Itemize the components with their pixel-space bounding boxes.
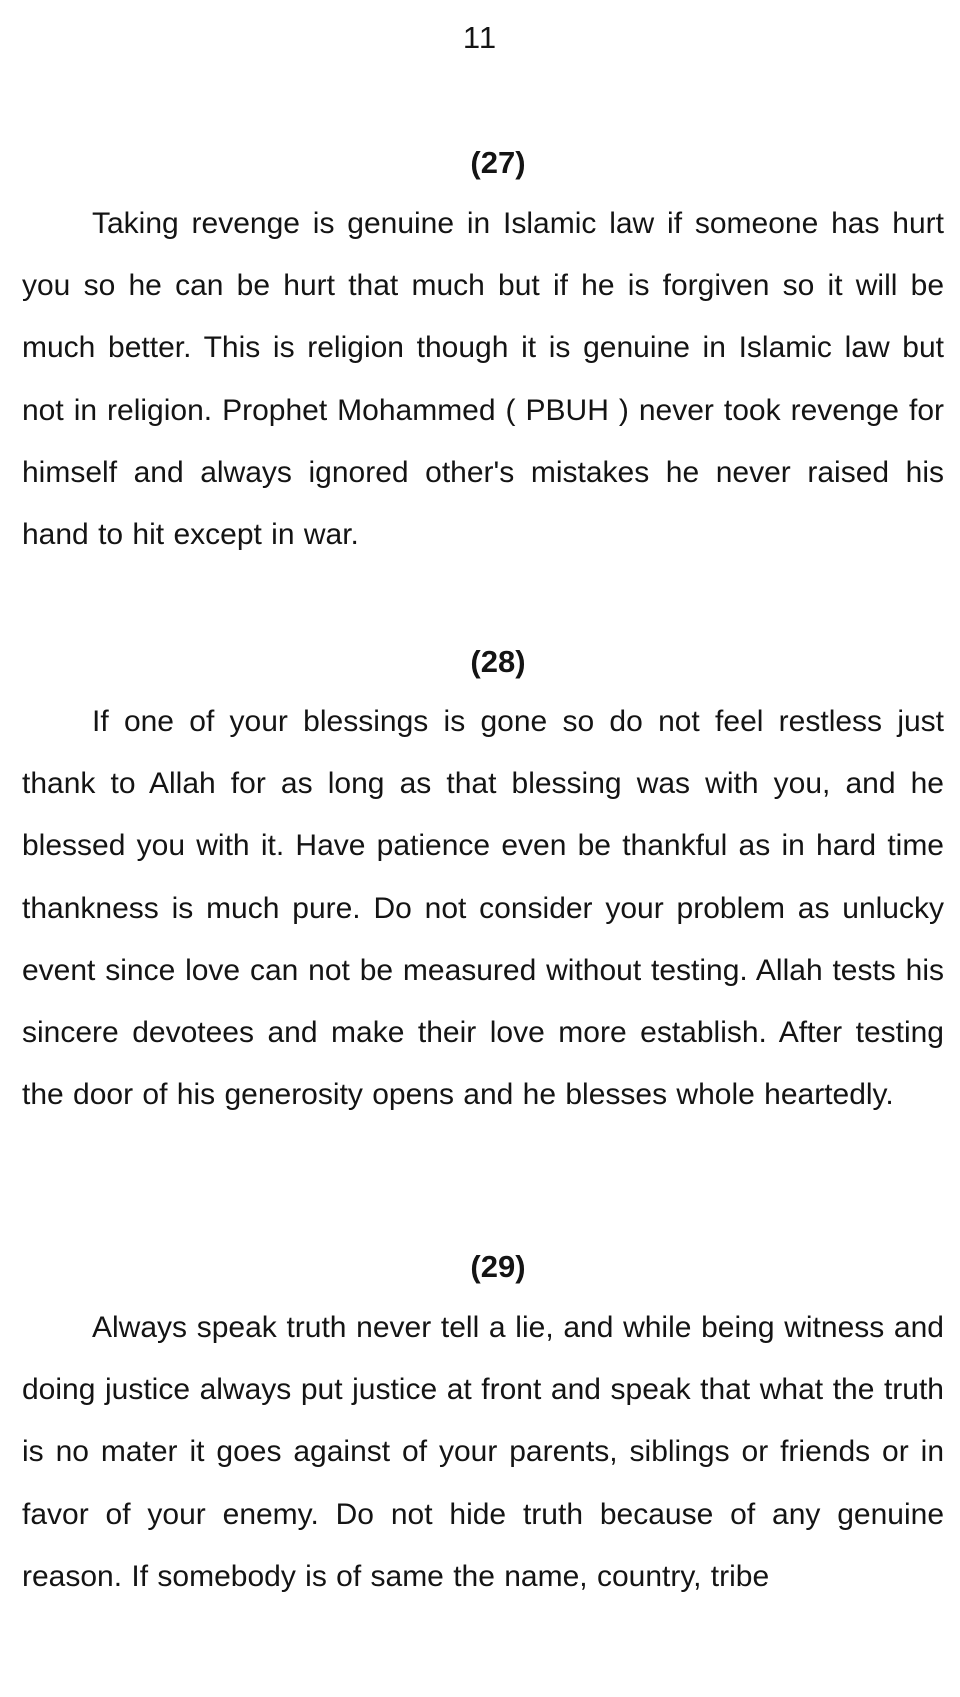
section-number: (29) — [470, 1249, 526, 1284]
page-number: 11 — [462, 20, 498, 55]
section-paragraph: Always speak truth never tell a lie, and while being witness and doing justice always put justice at front and speak that what the truth is no mater it goes against of your parents, siblings or friends or in favor of your enemy. Do not hide truth because of any genuine reason. If somebody is of same the name, country, tribe — [22, 1311, 944, 1593]
section-number: (28) — [470, 644, 526, 679]
section-paragraph: Taking revenge is genuine in Islamic law if someone has hurt you so he can be hurt that much but if he is forgiven so it will be much better. This is religion though it is genuine in Islamic law but not in religion. Prophet Mohammed ( PBUH ) never took revenge for himself and always ignored other's mistakes he never raised his hand to hit except in war. — [22, 207, 944, 552]
section-number: (27) — [470, 145, 526, 180]
section-paragraph: If one of your blessings is gone so do not feel restless just thank to Allah for as long as that blessing was with you, and he blessed you with it. Have patience even be thankful as in hard time thankness is much pure. Do not consider your problem as unlucky event since love can not be measured without testing. Allah tests his sincere devotees and make their love more establish. After testing the door of his generosity opens and he blesses whole heartedly. — [22, 705, 944, 1112]
